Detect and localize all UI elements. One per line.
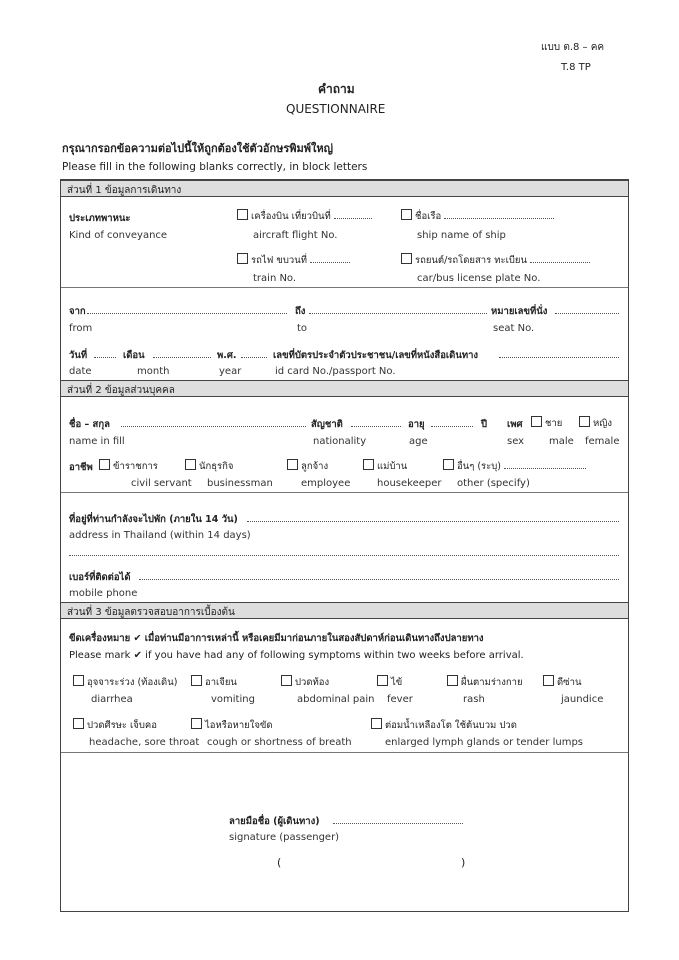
- symptom-cough[interactable]: ไอหรือหายใจขัด: [191, 718, 273, 733]
- date-label-en: date: [69, 366, 92, 377]
- mark-instruction-en: Please mark ✔ if you have had any of following symptoms within two weeks before arrival.: [69, 650, 524, 661]
- civil-checkbox[interactable]: [99, 459, 110, 470]
- employee-label-en: employee: [301, 478, 351, 489]
- employee-checkbox[interactable]: [287, 459, 298, 470]
- car-label-en: car/bus license plate No.: [417, 273, 541, 284]
- seat-label-th: หมายเลขที่นั่ง: [491, 306, 548, 317]
- to-label-en: to: [297, 323, 308, 334]
- address-field[interactable]: [247, 512, 619, 525]
- year-label-en: year: [219, 366, 242, 377]
- other-label-en: other (specify): [457, 478, 530, 489]
- conveyance-label-en: Kind of conveyance: [69, 230, 168, 241]
- headache-checkbox[interactable]: [73, 718, 84, 729]
- train-option[interactable]: รถไฟ ขบวนที่: [237, 253, 350, 268]
- headache-label-en: headache, sore throat: [89, 737, 200, 748]
- other-checkbox[interactable]: [443, 459, 454, 470]
- checkmark-icon: ✔: [133, 633, 142, 644]
- section3-header: ส่วนที่ 3 ข้อมูลตรวจสอบอาการเบื้องต้น: [61, 602, 628, 619]
- cough-checkbox[interactable]: [191, 718, 202, 729]
- lymph-label-en: enlarged lymph glands or tender lumps: [385, 737, 584, 748]
- car-checkbox[interactable]: [401, 253, 412, 264]
- other-option[interactable]: อื่นๆ (ระบุ): [443, 459, 586, 474]
- name-field[interactable]: [121, 417, 306, 430]
- address-label-en: address in Thailand (within 14 days): [69, 530, 251, 541]
- ship-label-en: ship name of ship: [417, 230, 506, 241]
- diarrhea-label-en: diarrhea: [91, 694, 133, 705]
- aircraft-checkbox[interactable]: [237, 209, 248, 220]
- housekeeper-label-en: housekeeper: [377, 478, 442, 489]
- to-field[interactable]: [309, 304, 487, 317]
- symptom-diarrhea[interactable]: อุจจาระร่วง (ท้องเดิน): [73, 675, 177, 690]
- aircraft-option[interactable]: เครื่องบิน เที่ยวบินที่: [237, 209, 372, 224]
- month-label-en: month: [137, 366, 170, 377]
- aircraft-label-en: aircraft flight No.: [253, 230, 338, 241]
- questionnaire-form: [60, 179, 629, 912]
- address-field-line2[interactable]: [69, 546, 619, 559]
- symptom-vomiting[interactable]: อาเจียน: [191, 675, 237, 690]
- diarrhea-checkbox[interactable]: [73, 675, 84, 686]
- train-checkbox[interactable]: [237, 253, 248, 264]
- year-field[interactable]: [241, 348, 267, 361]
- section2-header: ส่วนที่ 2 ข้อมูลส่วนบุคคล: [61, 380, 628, 397]
- abdominal-pain-checkbox[interactable]: [281, 675, 292, 686]
- nationality-label-en: nationality: [313, 436, 367, 447]
- title-th: คำถาม: [318, 82, 355, 96]
- phone-label-th: เบอร์ที่ติดต่อได้: [69, 572, 131, 583]
- ship-option[interactable]: ชื่อเรือ: [401, 209, 554, 224]
- date-field[interactable]: [94, 348, 116, 361]
- male-checkbox[interactable]: [531, 416, 542, 427]
- business-option[interactable]: นักธุรกิจ: [185, 459, 233, 474]
- checkmark-icon: ✔: [133, 650, 142, 661]
- fever-label-en: fever: [387, 694, 413, 705]
- rash-checkbox[interactable]: [447, 675, 458, 686]
- from-field[interactable]: [87, 304, 287, 317]
- age-unit: ปี: [481, 419, 488, 430]
- cough-label-en: cough or shortness of breath: [207, 737, 352, 748]
- seat-label-en: seat No.: [493, 323, 535, 334]
- employee-option[interactable]: ลูกจ้าง: [287, 459, 328, 474]
- business-label-en: businessman: [207, 478, 273, 489]
- instruction-en: Please fill in the following blanks correctly, in block letters: [62, 161, 368, 173]
- lymph-checkbox[interactable]: [371, 718, 382, 729]
- name-paren-close: ): [461, 856, 466, 869]
- symptom-abdominal-pain[interactable]: ปวดท้อง: [281, 675, 329, 690]
- phone-label-en: mobile phone: [69, 588, 138, 599]
- rash-label-en: rash: [463, 694, 485, 705]
- idcard-label-th: เลขที่บัตรประจำตัวประชาชน/เลขที่หนังสือเดินทาง: [273, 350, 479, 361]
- female-label-en: female: [585, 436, 620, 447]
- address-label-th: ที่อยู่ที่ท่านกำลังจะไปพัก (ภายใน 14 วัน): [69, 514, 238, 525]
- month-field[interactable]: [153, 348, 211, 361]
- symptom-fever[interactable]: ไข้: [377, 675, 402, 690]
- from-label-en: from: [69, 323, 93, 334]
- name-label-th: ชื่อ – สกุล: [69, 419, 110, 430]
- symptom-rash[interactable]: ผื่นตามร่างกาย: [447, 675, 523, 690]
- symptom-jaundice[interactable]: ดีซ่าน: [543, 675, 581, 690]
- housekeeper-checkbox[interactable]: [363, 459, 374, 470]
- sex-label-en: sex: [507, 436, 525, 447]
- signature-label-th: ลายมือชื่อ (ผู้เดินทาง): [229, 816, 320, 827]
- instruction-th: กรุณากรอกข้อความต่อไปนี้ให้ถูกต้องใช้ตัวอักษรพิมพ์ใหญ่: [62, 142, 334, 155]
- phone-field[interactable]: [139, 570, 619, 583]
- male-option[interactable]: ชาย: [531, 416, 562, 431]
- sex-label-th: เพศ: [507, 419, 523, 430]
- month-label-th: เดือน: [123, 350, 145, 361]
- jaundice-checkbox[interactable]: [543, 675, 554, 686]
- female-option[interactable]: หญิง: [579, 416, 612, 431]
- fever-checkbox[interactable]: [377, 675, 388, 686]
- abdominal-pain-label-en: abdominal pain: [297, 694, 375, 705]
- nationality-label-th: สัญชาติ: [311, 419, 343, 430]
- male-label-en: male: [549, 436, 574, 447]
- ship-checkbox[interactable]: [401, 209, 412, 220]
- signature-field[interactable]: [333, 814, 463, 827]
- title-en: QUESTIONNAIRE: [286, 102, 386, 116]
- age-label-th: อายุ: [408, 419, 425, 430]
- civil-label-en: civil servant: [131, 478, 192, 489]
- form-code-en: T.8 TP: [561, 62, 591, 73]
- age-label-en: age: [409, 436, 428, 447]
- vomiting-checkbox[interactable]: [191, 675, 202, 686]
- from-label-th: จาก: [69, 306, 86, 317]
- form-code-th: แบบ ต.8 – คค: [541, 42, 605, 53]
- idcard-label-en: id card No./passport No.: [275, 366, 396, 377]
- symptom-lymph[interactable]: ต่อมน้ำเหลืองโต ใช้ต้นบวม ปวด: [371, 718, 517, 733]
- idcard-field[interactable]: [499, 348, 619, 361]
- car-option[interactable]: รถยนต์/รถโดยสาร ทะเบียน: [401, 253, 590, 268]
- age-field[interactable]: [431, 417, 473, 430]
- jaundice-label-en: jaundice: [561, 694, 604, 705]
- section1-header: ส่วนที่ 1 ข้อมูลการเดินทาง: [61, 180, 628, 197]
- housekeeper-option[interactable]: แม่บ้าน: [363, 459, 407, 474]
- conveyance-label-th: ประเภทพาหนะ: [69, 213, 131, 224]
- name-paren-open: (: [277, 856, 282, 869]
- symptom-headache[interactable]: ปวดศีรษะ เจ็บคอ: [73, 718, 157, 733]
- seat-field[interactable]: [555, 304, 619, 317]
- female-checkbox[interactable]: [579, 416, 590, 427]
- to-label-th: ถึง: [295, 306, 306, 317]
- date-label-th: วันที่: [69, 350, 88, 361]
- train-label-en: train No.: [253, 273, 297, 284]
- signature-label-en: signature (passenger): [229, 832, 340, 843]
- occupation-label-th: อาชีพ: [69, 462, 93, 473]
- vomiting-label-en: vomiting: [211, 694, 255, 705]
- civil-option[interactable]: ข้าราชการ: [99, 459, 158, 474]
- year-label-th: พ.ศ.: [217, 350, 237, 361]
- nationality-field[interactable]: [351, 417, 401, 430]
- name-label-en: name in fill: [69, 436, 125, 447]
- mark-instruction-th: ขีดเครื่องหมาย ✔ เมื่อท่านมีอาการเหล่านี้ หรือเคยมีมาก่อนภายในสองสัปดาห์ก่อนเดินทางถึงปลายทาง: [69, 633, 484, 644]
- business-checkbox[interactable]: [185, 459, 196, 470]
